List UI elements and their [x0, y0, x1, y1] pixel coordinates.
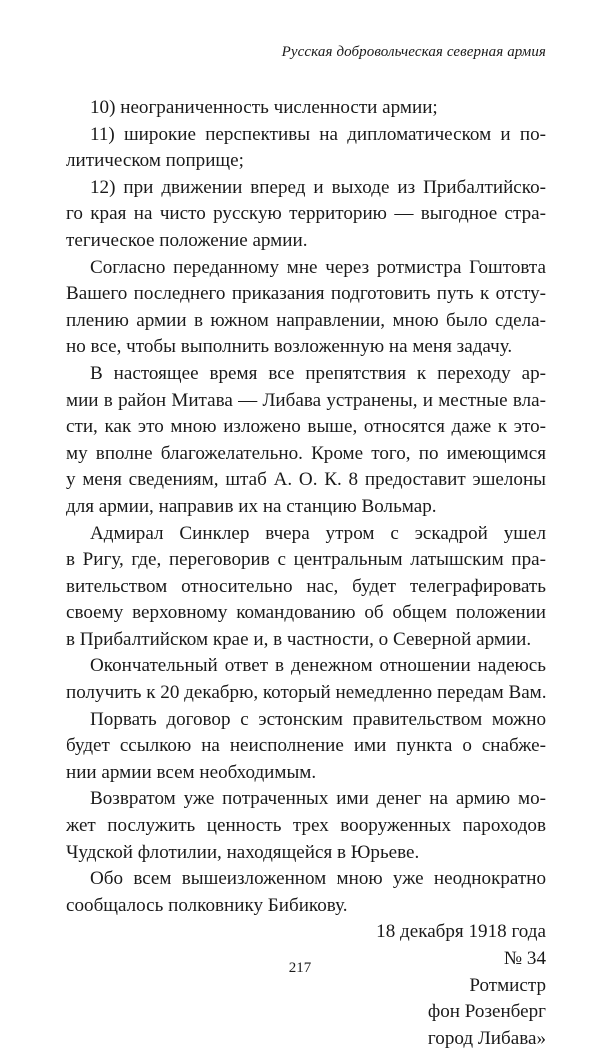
text-line: мии в район Митава — Либава устранены, и местные вла- — [66, 389, 546, 411]
paragraph — [66, 786, 546, 866]
text-line: В настоящее время все препятствия к переходу ар- — [90, 362, 546, 384]
text-line: 11) широкие перспективы на дипломатическом и по- — [90, 123, 546, 145]
text-line: в Прибалтийском крае и, в частности, о Северной армии. — [66, 628, 532, 650]
text-line: в Ригу, где, переговорив с центральным латышским пра- — [66, 549, 546, 571]
text-line: Возвратом уже потраченных ими денег на армию мо- — [90, 788, 546, 810]
text-line: му вполне благожелательно. Кроме того, по имеющимся — [66, 442, 546, 464]
signature-rank: Ротмистр — [469, 974, 546, 996]
text-line: 12) при движении вперед и выходе из Прибалтийско- — [90, 176, 546, 198]
text-line: Окончательный ответ в денежном отношении надеюсь — [90, 655, 546, 677]
text-line: для армии, направив их на станцию Вольмар. — [66, 495, 437, 517]
paragraph — [66, 521, 546, 654]
signature-block — [66, 919, 546, 1052]
paragraph — [66, 255, 546, 361]
signature-number: № 34 — [503, 948, 546, 969]
page-number: 217 — [288, 960, 312, 976]
paragraph — [66, 175, 546, 255]
text-line: Порвать договор с эстонским правительством можно — [90, 708, 546, 730]
text-line: литическом поприще; — [66, 150, 244, 172]
text-line: сообщалось полковнику Бибикову. — [66, 894, 348, 916]
text-line: Вашего последнего приказания подготовить путь к отсту- — [66, 283, 546, 305]
paragraph — [66, 122, 546, 175]
text-line: будет ссылкою на неисполнение ими пункта о снабже- — [66, 735, 546, 757]
paragraph — [66, 707, 546, 787]
paragraph — [66, 361, 546, 521]
text-line: Чудской флотилии, находящейся в Юрьеве. — [66, 841, 420, 863]
paragraph — [66, 866, 546, 919]
text-line: Обо всем вышеизложенном мною уже неоднократно — [90, 868, 546, 890]
text-line: своему верховному командованию об общем положении — [66, 602, 546, 624]
signature-name: фон Розенберг — [427, 1001, 546, 1023]
text-line: 10) неограниченность численности армии; — [90, 97, 438, 118]
text-line: нии армии всем необходимым. — [66, 761, 317, 783]
text-line: у меня сведениям, штаб А. О. К. 8 предоставит эшелоны — [66, 469, 546, 491]
text-line: сти, как это мною изложено выше, относятся даже к это- — [66, 416, 546, 438]
text-line: Согласно переданному мне через ротмистра Гоштовта — [90, 256, 546, 278]
text-line: вительством относительно нас, будет телеграфировать — [66, 575, 546, 597]
signature-date: 18 декабря 1918 года — [376, 921, 546, 943]
text-line: жет послужить ценность трех вооруженных пароходов — [66, 815, 546, 837]
text-line: го края на чисто русскую территорию — выгодное стра- — [66, 203, 546, 225]
text-line: но все, чтобы выполнить возложенную на меня задачу. — [66, 336, 513, 358]
text-line: тегическое положение армии. — [66, 229, 308, 251]
signature-place: город Либава» — [427, 1027, 546, 1049]
paragraph — [66, 95, 546, 122]
text-line: плению армии в южном направлении, мною было сдела- — [66, 309, 546, 331]
body-text — [66, 95, 546, 1052]
running-head: Русская добровольческая северная армия — [281, 44, 546, 60]
text-line: получить к 20 декабрю, который немедленно передам Вам. — [66, 682, 547, 704]
paragraph — [66, 653, 546, 706]
text-line: Адмирал Синклер вчера утром с эскадрой ушел — [90, 522, 546, 544]
